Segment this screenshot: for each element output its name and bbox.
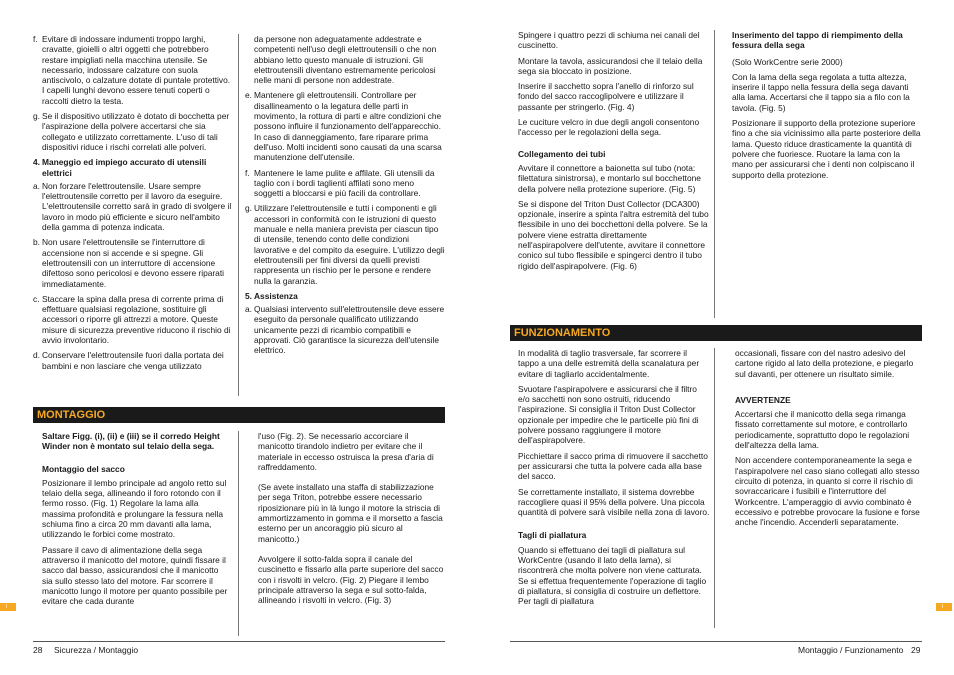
- list-marker: f.: [245, 167, 250, 178]
- list-item: [33, 111, 233, 152]
- left-column-2: [245, 34, 445, 361]
- paragraph: Se si dispone del Triton Dust Collector (DCA300) opzionale, inserire a spinta l'altra estremità del tubo flessibile in uno dei bocchettoni della polvere. Se la polvere viene estratta direttamente nell'aspirapolvere dell'utente, avvitare il connettore conico sul tubo flessibile e spingerci dentro il tubo rigido dell'aspirapolvere. (Fig. 6): [518, 198, 709, 271]
- heading-number: 5.: [245, 290, 252, 301]
- paragraph: Spingere i quattro pezzi di schiuma nei canali del cuscinetto.: [518, 30, 700, 51]
- list-marker: d.: [33, 350, 40, 361]
- list-text: Staccare la spina dalla presa di corrente prima di effettuare qualsiasi regolazione, sostituire gli accessori o riporre gli attrezzi a motore. Queste misure di sicurezza preventive riducono il rischio di avvio involontario.: [42, 293, 231, 346]
- list-text: Qualsiasi intervento sull'elettroutensile deve essere eseguito da personale qualificato utilizzando unicamente pezzi di ricambio compatibili e approvati. Ciò garantisce la sicurezza dell'utensile elettrico.: [254, 304, 445, 356]
- list-item: [245, 90, 445, 162]
- list-item: [33, 34, 233, 106]
- paragraph: (Se avete installato una staffa di stabilizzazione per sega Triton, potrebbe essere necessario riposizionare più in là lungo il motore la striscia di ammortizzamento in gomma e il morsetto a fascia esterno per un ancoraggio più sicuro al manicotto.): [258, 482, 443, 544]
- paragraph: Posizionare il supporto della protezione superiore fino a che sia vicinissimo alla parte posteriore della lama. Questo riduce drasticamente la quantità di polvere che fuoriesce. Ruotare la lama con la mano per assicurarsi che i denti non colpiscano il supporto della protezione.: [732, 118, 921, 180]
- continuation-text: da persone non adeguatamente addestrate e competenti nell'uso degli elettroutensili o che non abbiano letto questo manuale di istruzioni. Gli elettroutensili diventano estremamente pericolosi nelle mani di persone non addestrate.: [254, 34, 437, 86]
- list-text: Evitare di indossare indumenti troppo larghi, cravatte, gioielli o altri oggetti che potrebbero restare impigliati nella macchina utensile. Se necessario, indossare calzature con suola antiscivolo, o calzature dotate di puntale protettivo. I capelli lunghi devono essere tenuti coperti o raccolti dietro la testa.: [42, 34, 231, 106]
- list-text: Se il dispositivo utilizzato è dotato di bocchetta per l'aspirazione della polvere accertarsi che sia collegato e utilizzato correttamente. L'uso di tali dispositivi riduce i rischi correlati alle polveri.: [42, 111, 230, 152]
- paragraph: Passare il cavo di alimentazione della sega attraverso il manicotto del motore, quindi fissare il sacco dal basso, assicurandosi che il manicotto sia sullo stesso lato del motore. Far scorrere il manicotto lungo il motore per quanto possibile per evitare che cada durante: [42, 544, 228, 607]
- paragraph: Se correttamente installato, il sistema dovrebbe raccogliere quasi il 95% della polvere. Una piccola quantità di polvere sarà visibile nella zona di lavoro.: [518, 486, 710, 518]
- paragraph: Picchiettare il sacco prima di rimuovere il sacchetto per assicurarsi che tutta la polvere cada alla base del sacco.: [518, 450, 708, 482]
- left-column-3: [42, 431, 228, 611]
- heading-number: 4.: [33, 157, 40, 168]
- right-column-3: [518, 348, 710, 612]
- paragraph: Accertarsi che il manicotto della sega rimanga fissato correttamente sul motore, e controllarlo periodicamente, soprattutto dopo le regolazioni dell'altezza della lama.: [735, 409, 910, 451]
- list-item: [33, 181, 233, 232]
- heading-text: Assistenza: [254, 290, 298, 301]
- side-tab-marker: [936, 603, 952, 611]
- list-text: Non usare l'elettroutensile se l'interruttore di accensione non si accende e si spegne. Gli elettroutensili con un interruttore di accensione difettoso sono pericolosi e devono essere riparati immediatamente.: [42, 237, 225, 289]
- left-column-4: [258, 431, 444, 610]
- note-text: (Solo WorkCentre serie 2000): [732, 56, 843, 67]
- paragraph: l'uso (Fig. 2). Se necessario accorciare il manicotto tirandolo indietro per evitare che il materiale in eccesso ostruisca la presa d'aria di raffreddamento.: [258, 431, 434, 472]
- list-item: [33, 294, 233, 345]
- list-item: [245, 168, 445, 199]
- paragraph: Le cuciture velcro in due degli angoli consentono l'accesso per le regolazioni della sega.: [518, 117, 700, 138]
- footer-section-title: Montaggio / Funzionamento: [798, 645, 904, 655]
- list-marker: e.: [245, 90, 252, 101]
- paragraph: Svuotare l'aspirapolvere e assicurarsi che il filtro e/o sacchetti non sono ostruiti, riducendo l'aspirazione. Si consiglia il Triton Dust Collector opzionale per impedire che le particelle più fini di polvere possano raggiungere il motore dell'aspirapolvere.: [518, 383, 699, 446]
- left-column-1: [33, 34, 233, 376]
- footer-page-number: 28: [33, 645, 43, 655]
- paragraph: Con la lama della sega regolata a tutta altezza, inserire il tappo nella fessura della sega davanti alla lama. Accertarsi che il tappo sia a filo con la tavola. (Fig. 5): [732, 71, 910, 113]
- right-column-4: [735, 348, 921, 532]
- list-text: Utilizzare l'elettroutensile e tutti i componenti e gli accessori in conformità con le istruzioni di questo manuale e nella maniera prevista per ciascun tipo di utensile, tenendo conto delle condizioni lavorative e del compito da eseguire. L'utilizzo degli elettroutensili per fini diversi da quelli previsti rappresenta un rischio per le persone e rendere nulla la garanzia.: [254, 203, 445, 286]
- subheading: Montaggio del sacco: [42, 463, 125, 474]
- list-text: Non forzare l'elettroutensile. Usare sempre l'elettroutensile corretto per il lavoro da eseguire. L'elettroutensile corretto sarà in grado di svolgere il lavoro in modo più efficiente e sicuro nell'ambito della gamma di potenza indicata.: [42, 180, 232, 233]
- paragraph: Non accendere contemporaneamente la sega e l'aspirapolvere nel caso siano collegati allo stesso circuito di potenza, in quanto si corre il rischio di sovraccaricare i fusibili e l'interruttore del Workcentre. L'amperaggio di avvio combinato è eccessivo e potrebbe provocare la fusione e forse anche l'incendio. Accenderli separatamente.: [735, 455, 920, 528]
- right-column-2: [732, 30, 922, 185]
- list-marker: g.: [33, 111, 40, 122]
- list-item: [245, 304, 445, 355]
- footer-page-number: 29: [911, 645, 921, 655]
- list-marker: a.: [245, 304, 252, 315]
- footer-rule: [510, 641, 922, 642]
- column-divider: [238, 34, 239, 396]
- list-marker: b.: [33, 237, 40, 248]
- paragraph: Avvitare il connettore a baionetta sul tubo (nota: filettatura sinistrorsa), e montarlo sul bocchettone della polvere nella protezione superiore. (Fig. 5): [518, 162, 701, 194]
- list-text: Mantenere gli elettroutensili. Controllare per disallineamento o la legatura delle parti in movimento, la rottura di parti e altre condizioni che possono influire il funzionamento dell'apparecchio. In caso di danneggiamento, fare riparare prima dell'uso. Molti incidenti sono causati da una scarsa manutenzione dell'utensile.: [254, 90, 442, 163]
- list-marker: a.: [33, 180, 40, 191]
- list-marker: f.: [33, 34, 38, 44]
- section-bar-montaggio: MONTAGGIO: [33, 407, 445, 423]
- list-item: [33, 237, 233, 288]
- paragraph: Inserire il sacchetto sopra l'anello di rinforzo sul fondo del sacco raccoglipolvere e utilizzare il passante per stringerlo. (Fig. 4): [518, 81, 694, 112]
- paragraph: occasionali, fissare con del nastro adesivo del cartone rigido al lato della protezione, e piegarlo sul davanti, per ottenere un risultato simile.: [735, 348, 914, 379]
- side-tab-marker: [0, 603, 16, 611]
- warning-heading: AVVERTENZE: [735, 394, 791, 405]
- column-divider: [238, 431, 239, 636]
- tab-letter: I: [6, 604, 8, 610]
- paragraph: Montare la tavola, assicurandosi che il telaio della sega sia bloccato in posizione.: [518, 55, 703, 76]
- tab-letter: I: [942, 604, 944, 610]
- section-bar-funzionamento: FUNZIONAMENTO: [510, 325, 922, 341]
- paragraph: In modalità di taglio trasversale, far scorrere il tappo a una delle estremità della scanalatura per evitare di tagliarlo accidentalmente.: [518, 348, 700, 379]
- intro-note: Saltare Figg. (i), (ii) e (iii) se il corredo Height Winder non è montato sul telaio della sega.: [42, 431, 220, 452]
- list-marker: c.: [33, 293, 40, 304]
- list-item: [245, 203, 445, 285]
- column-divider: [714, 30, 715, 318]
- list-item: [33, 350, 233, 371]
- subheading: Collegamento dei tubi: [518, 148, 606, 159]
- heading-text: Maneggio ed impiego accurato di utensili elettrici: [42, 157, 207, 178]
- paragraph: Avvolgere il sotto-falda sopra il canale del cuscinetto e fissarlo alla parte superiore del sacco con i risvolti in velcro. (Fig. 2) Piegare il lembo principale attraverso la sega e sul sotto-falda, allineando i risvolti in velcro. (Fig. 3): [258, 553, 444, 606]
- subheading: Inserimento del tappo di riempimento della fessura della sega: [732, 30, 903, 51]
- section-heading-5: [245, 291, 445, 301]
- column-divider: [714, 348, 715, 628]
- paragraph: Posizionare il lembo principale ad angolo retto sul telaio della sega, allineando il foro rotondo con il fermo rosso. (Fig. 1) Regolare la lama alla massima profondità e prolungare la fessura nella schiuma fino a circa 20 mm davanti alla lama, utilizzando le forbici come mostrato.: [42, 477, 227, 540]
- footer-section-title: Sicurezza / Montaggio: [54, 645, 139, 655]
- list-text: Mantenere le lame pulite e affilate. Gli utensili da taglio con i bordi taglienti affilati sono meno soggetti a bloccarsi e più facili da controllare.: [254, 167, 435, 199]
- list-marker: g.: [245, 203, 252, 214]
- list-text: Conservare l'elettroutensile fuori dalla portata dei bambini e non lasciare che venga utilizzato: [42, 350, 224, 371]
- subheading: Tagli di piallatura: [518, 530, 587, 541]
- footer-rule: [33, 641, 445, 642]
- section-heading-4: [33, 157, 233, 178]
- right-column-1: [518, 30, 710, 276]
- paragraph: Quando si effettuano dei tagli di piallatura sul WorkCentre (usando il lato della lama), si riscontrerà che molta polvere non viene catturata. Se si effettua frequentemente l'operazione di taglio di piallatura, si consiglia di costruire un deflettore. Per tagli di piallatura: [518, 544, 707, 607]
